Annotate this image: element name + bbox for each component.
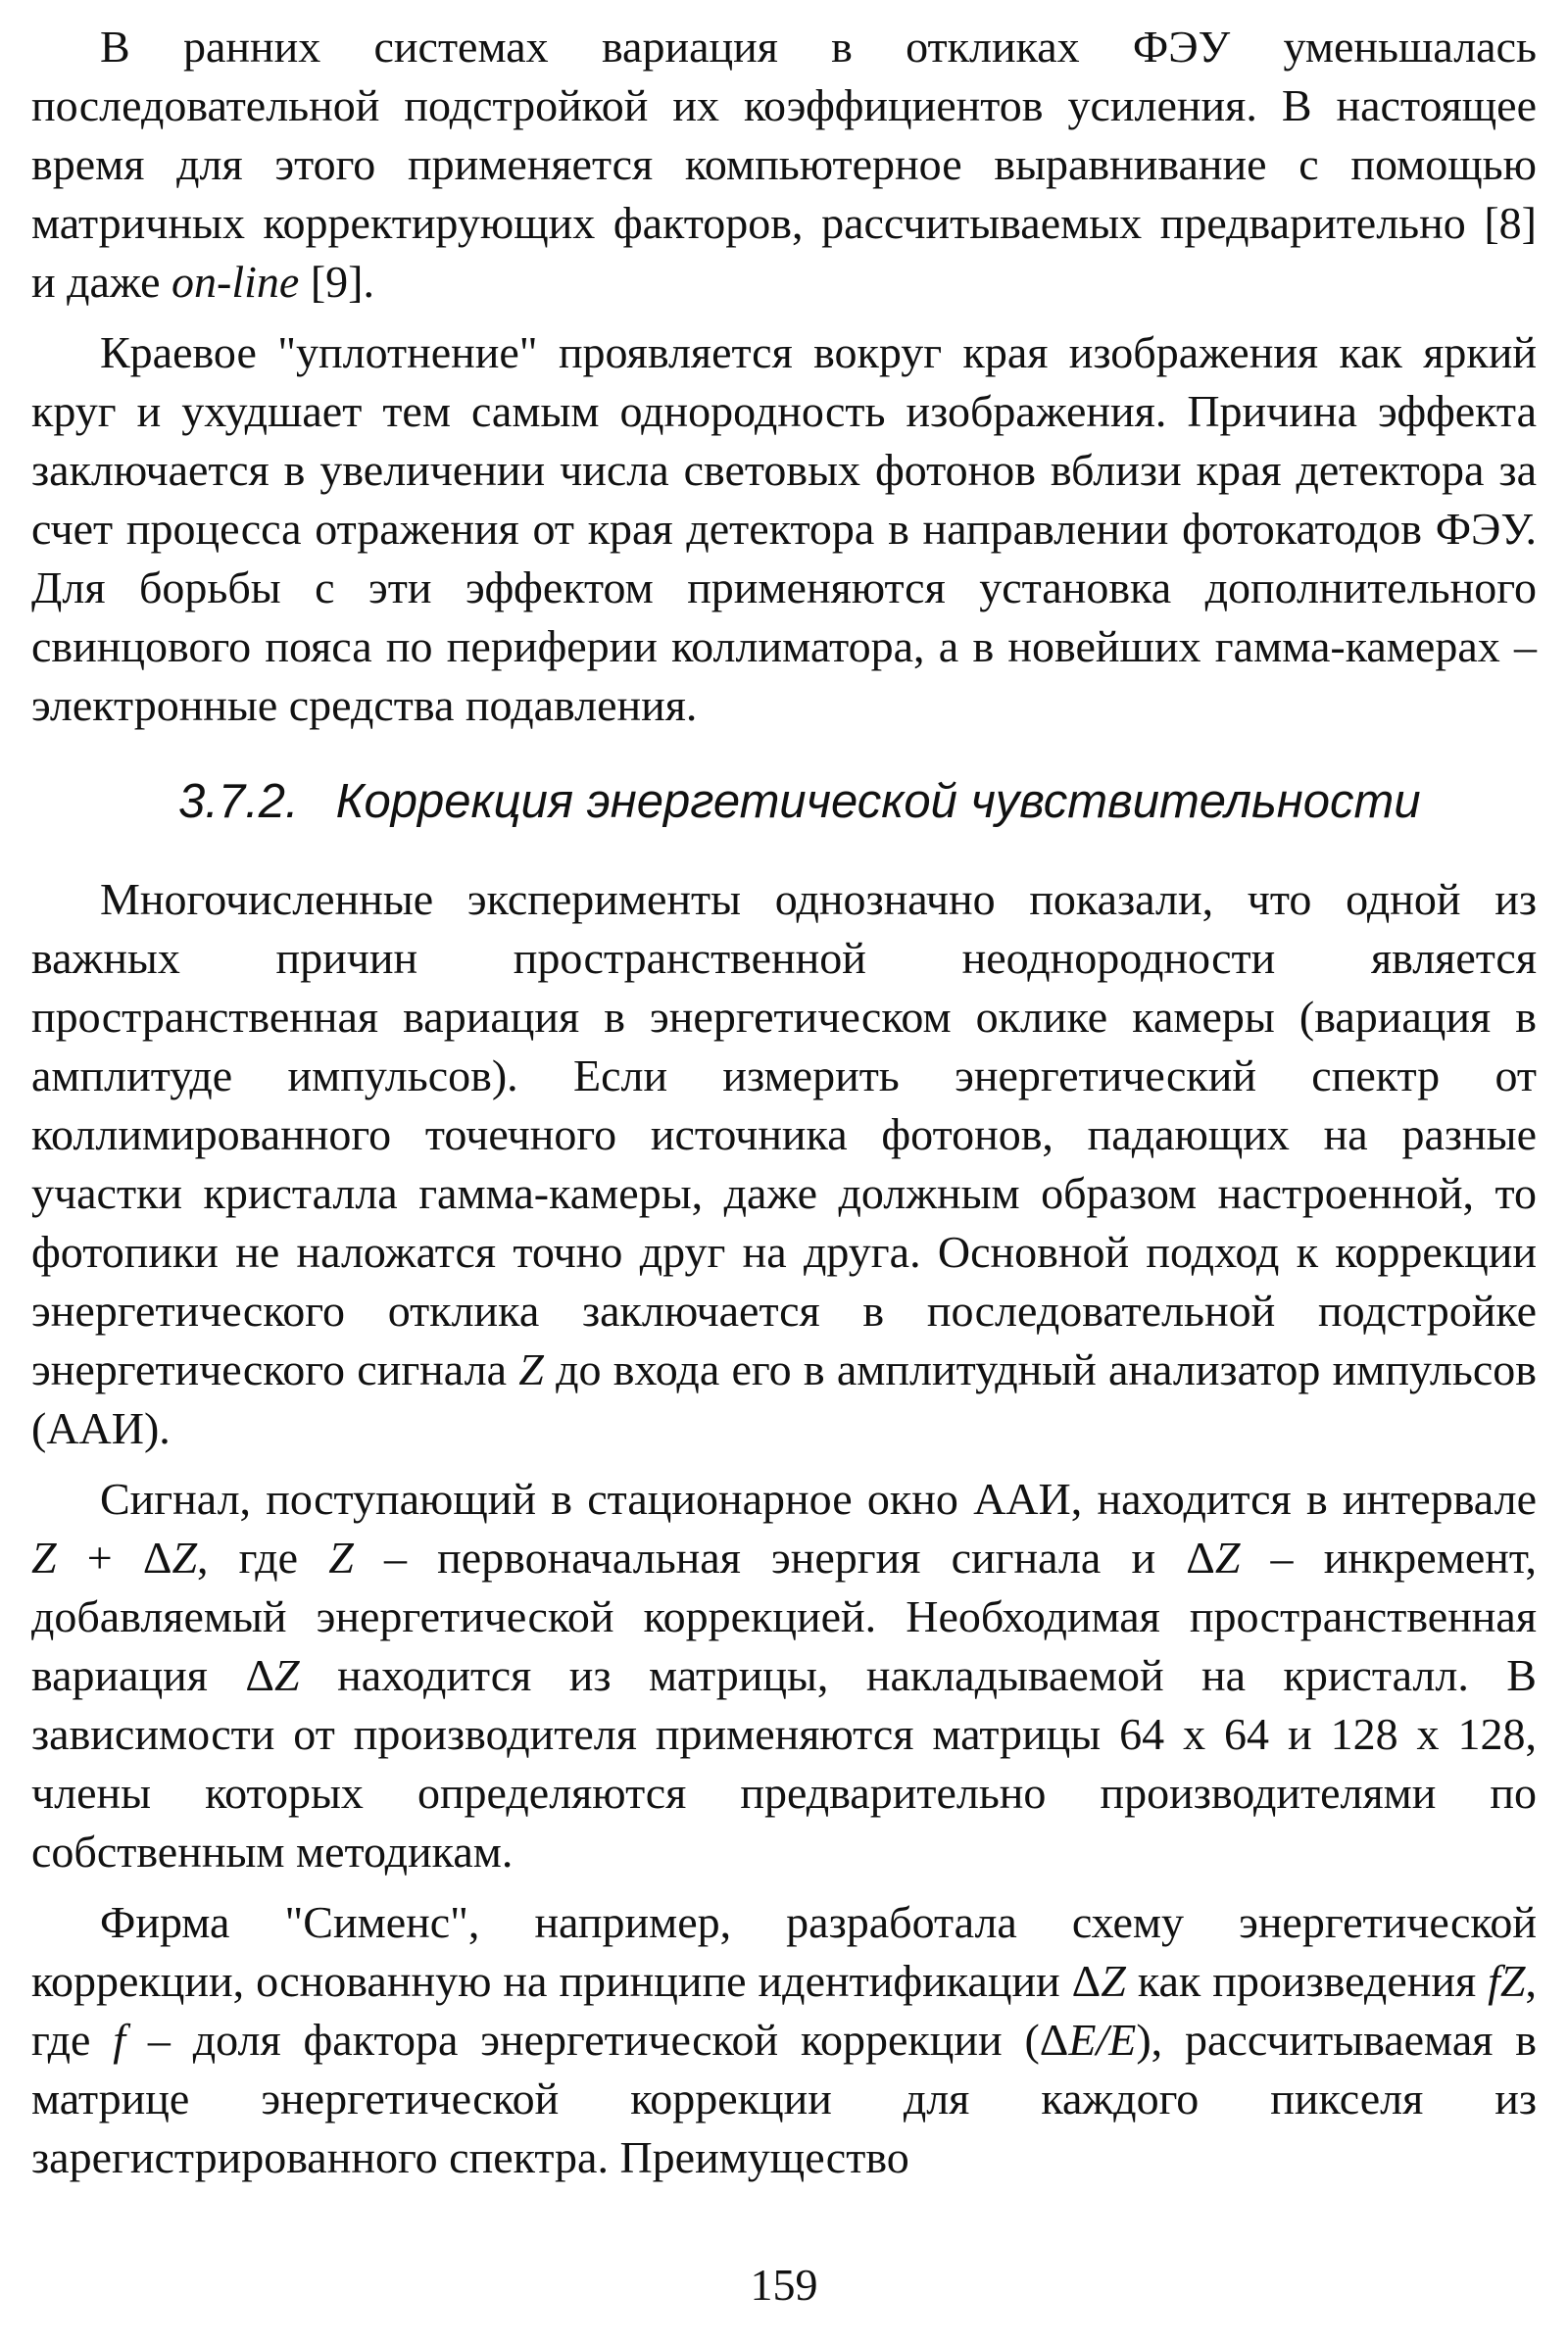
paragraph-text: Многочисленные эксперименты однозначно показали, что одной из важных причин пространственной неоднородности является пространственная вариация в энергетическом оклике камеры (вариация в амплитуде импульсов). Если измерить энергетический спектр от коллимированного точечного источника фотонов, падающих на разные участки кристалла гамма-камеры, даже должным образом настроенной, то фотопики не наложатся точно друг на друга. Основной подход к коррекции энергетического отклика заключается в последовательной подстройке энергетического сигнала [31, 874, 1537, 1394]
paragraph-text: как произведения [1125, 1956, 1489, 2006]
paragraph-text: , где [197, 1533, 329, 1583]
paragraph-text: – доля фактора энергетической коррекции (Δ [125, 2015, 1069, 2065]
paragraph-text: , где [31, 1956, 1537, 2065]
paragraph-edge-packing: Краевое "уплотнение" проявляется вокруг края изображения как яркий круг и ухудшает тем самым однородность изображения. Причина эффекта заключается в увеличении числа световых фотонов вблизи края детектора за счет процесса отражения от края детектора в направлении фотокатодов ФЭУ. Для борьбы с эти эффектом применяются установка дополнительного свинцового пояса по периферии коллиматора, а в новейших гамма-камерах – электронные средства подавления. [31, 327, 1537, 730]
section-title: Коррекция энергетической чувствительности [335, 775, 1421, 828]
italic-symbol: Z [274, 1650, 300, 1700]
italic-symbol: Z [31, 1533, 57, 1583]
section-number: 3.7.2. [178, 775, 299, 828]
paragraph-energy-variation [31, 870, 1537, 1458]
italic-symbol: f [113, 2015, 126, 2065]
paragraph-text: – инкремент, добавляемый энергетической коррекцией. Необходимая пространственная вариация Δ [31, 1533, 1538, 1700]
italic-symbol: Z [518, 1344, 544, 1394]
paragraph-text: [9]. [299, 257, 374, 307]
italic-symbol: fZ [1488, 1956, 1526, 2006]
italic-symbol: Z [172, 1533, 198, 1583]
italic-symbol: Z [1214, 1533, 1241, 1583]
paragraph-text: ), рассчитываемая в матрице энергетической коррекции для каждого пикселя из зарегистрированного спектра. Преимущество [31, 2015, 1537, 2182]
italic-symbol: E/E [1068, 2015, 1137, 2065]
page-content [31, 18, 1537, 2199]
section-heading [31, 772, 1537, 831]
paragraph-text: до входа его в амплитудный анализатор импульсов (ААИ). [31, 1344, 1537, 1453]
paragraph-text: Фирма "Сименс", например, разработала схему энергетической коррекции, основанную на принципе идентификации Δ [31, 1897, 1537, 2006]
italic-term: on-line [172, 257, 300, 307]
paragraph-signal-window [31, 1470, 1537, 1881]
page-number: 159 [750, 2260, 818, 2310]
paragraph-text: + Δ [56, 1533, 172, 1583]
paragraph-text: В ранних системах вариация в откликах ФЭУ уменьшалась последовательной подстройкой их коэффициентов усиления. В настоящее время для этого применяется компьютерное выравнивание с помощью матричных корректирующих факторов, рассчитываемых предварительно [8] и даже [31, 22, 1537, 307]
paragraph-text: Сигнал, поступающий в стационарное окно ААИ, находится в интервале [100, 1474, 1537, 1524]
paragraph-siemens-scheme [31, 1893, 1537, 2187]
paragraph-pmt-variation [31, 18, 1537, 312]
italic-symbol: Z [1101, 1956, 1126, 2006]
paragraph-text: находится из матрицы, накладываемой на кристалл. В зависимости от производителя применяются матрицы 64 х 64 и 128 х 128, члены которых определяются предварительно производителями по собственным методикам. [31, 1650, 1537, 1877]
italic-symbol: Z [328, 1533, 354, 1583]
paragraph-text: – первоначальная энергия сигнала и Δ [353, 1533, 1215, 1583]
